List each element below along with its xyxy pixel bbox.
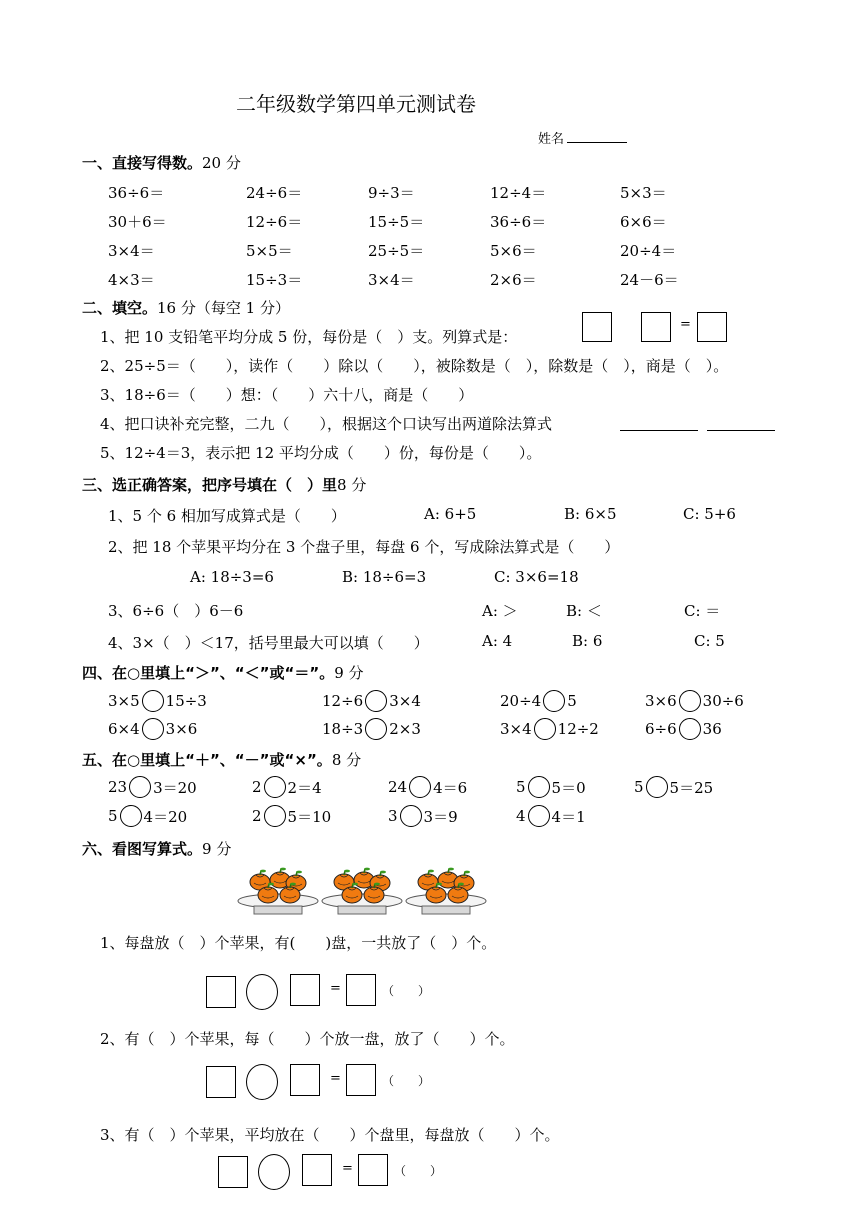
s4-compare-item	[108, 690, 207, 712]
s5-right-expr: 4＝1	[551, 807, 586, 826]
s4-compare-item	[645, 718, 722, 740]
s4-right-expr: 5	[567, 692, 577, 710]
s5-answer-circle[interactable]	[129, 776, 151, 798]
s5-answer-circle[interactable]	[264, 805, 286, 827]
s5-left-number: 5	[634, 778, 644, 796]
s4-compare-item	[645, 690, 744, 712]
s5-answer-circle[interactable]	[409, 776, 431, 798]
s3-q1: 1、5 个 6 相加写成算式是（ ）	[108, 507, 346, 525]
s6-equals-sign: =	[330, 981, 341, 996]
s5-right-expr: 5＝25	[669, 778, 714, 797]
page-title: 二年级数学第四单元测试卷	[236, 92, 476, 116]
s4-left-expr: 18÷3	[322, 720, 364, 738]
s5-operator-item	[388, 776, 467, 798]
s4-compare-item	[108, 718, 197, 740]
s1-problem: 3×4＝	[108, 242, 155, 260]
s2-q4-blank-1[interactable]	[620, 413, 698, 431]
s6-result-box[interactable]	[346, 974, 376, 1006]
s2-q1-answer-box-1[interactable]	[582, 312, 612, 342]
s6-equals-sign: =	[342, 1161, 353, 1176]
s4-right-expr: 3×6	[165, 720, 198, 738]
s6-operand-box-2[interactable]	[302, 1154, 332, 1186]
s4-right-expr: 15÷3	[165, 692, 207, 710]
s5-left-number: 2	[252, 778, 262, 796]
s6-operand-box-1[interactable]	[218, 1156, 248, 1188]
s6-operand-box-2[interactable]	[290, 1064, 320, 1096]
s6-unit-paren[interactable]: （ ）	[394, 1164, 443, 1178]
s3-q3-option-c[interactable]: C: ＝	[684, 602, 721, 620]
section-2-heading: 二、填空。16 分（每空 1 分）	[82, 299, 290, 317]
s4-left-expr: 3×6	[645, 692, 677, 710]
s2-q1-equals: =	[680, 317, 691, 332]
s1-problem: 25÷5＝	[368, 242, 425, 260]
s4-left-expr: 20÷4	[500, 692, 542, 710]
s1-problem: 12÷6＝	[246, 213, 303, 231]
s5-answer-circle[interactable]	[400, 805, 422, 827]
s1-problem: 12÷4＝	[490, 184, 547, 202]
plate-2	[322, 868, 402, 914]
s1-problem: 15÷3＝	[246, 271, 303, 289]
s1-problem: 30＋6＝	[108, 213, 167, 231]
s6-operator-oval[interactable]	[246, 974, 278, 1010]
s1-problem: 9÷3＝	[368, 184, 415, 202]
s6-operand-box-2[interactable]	[290, 974, 320, 1006]
s1-problem: 15÷5＝	[368, 213, 425, 231]
s1-problem: 36÷6＝	[108, 184, 165, 202]
s5-answer-circle[interactable]	[646, 776, 668, 798]
s3-q4-option-a[interactable]: A: 4	[482, 632, 513, 650]
s5-right-expr: 3＝9	[423, 807, 458, 826]
s4-answer-circle[interactable]	[534, 718, 556, 740]
plate-3	[406, 868, 486, 914]
section-4-heading: 四、在○里填上“＞”、“＜”或“＝”。9 分	[82, 664, 364, 682]
s6-unit-paren[interactable]: （ ）	[382, 1074, 431, 1088]
s5-left-number: 2	[252, 807, 262, 825]
s6-operator-oval[interactable]	[246, 1064, 278, 1100]
section-3-heading: 三、选正确答案，把序号填在（ ）里8 分	[82, 476, 367, 494]
s4-right-expr: 3×4	[389, 692, 421, 710]
s3-q3-option-b[interactable]: B: ＜	[566, 602, 602, 620]
s1-problem: 20÷4＝	[620, 242, 677, 260]
s5-operator-item	[108, 776, 197, 798]
s4-left-expr: 3×5	[108, 692, 140, 710]
s5-operator-item	[388, 805, 458, 827]
s2-q5: 5、12÷4＝3，表示把 12 平均分成（ ）份，每份是（ ）。	[100, 444, 542, 462]
s2-q4: 4、把口诀补充完整，二九（ ），根据这个口诀写出两道除法算式	[100, 415, 553, 433]
s4-right-expr: 12÷2	[557, 720, 599, 738]
s3-q4-option-b[interactable]: B: 6	[572, 632, 603, 650]
s2-q1-answer-box-3[interactable]	[697, 312, 727, 342]
s1-problem: 5×5＝	[246, 242, 293, 260]
s2-q4-blank-2[interactable]	[707, 413, 775, 431]
s4-answer-circle[interactable]	[365, 690, 387, 712]
s4-right-expr: 36	[702, 720, 722, 738]
section-1-heading: 一、直接写得数。20 分	[82, 154, 241, 172]
s4-left-expr: 6×4	[108, 720, 140, 738]
s1-problem: 24－6＝	[620, 271, 679, 289]
apple-plates-illustration	[236, 866, 488, 918]
s3-q3: 3、6÷6（ ）6－6	[108, 602, 244, 620]
s6-q2: 2、有（ ）个苹果，每（ ）个放一盘，放了（ ）个。	[100, 1030, 515, 1048]
s5-left-number: 5	[108, 807, 118, 825]
s5-operator-item	[516, 805, 586, 827]
s1-problem: 4×3＝	[108, 271, 155, 289]
s5-right-expr: 4＝20	[143, 807, 188, 826]
s5-left-number: 5	[516, 778, 526, 796]
s3-q2-option-a[interactable]: A: 18÷3=6	[190, 568, 274, 586]
s1-problem: 5×6＝	[490, 242, 537, 260]
s4-answer-circle[interactable]	[142, 690, 164, 712]
s4-left-expr: 12÷6	[322, 692, 364, 710]
s3-q1-option-c[interactable]: C: 5+6	[683, 505, 736, 523]
s4-compare-item	[322, 718, 421, 740]
s4-compare-item	[322, 690, 421, 712]
s2-q1: 1、把 10 支铅笔平均分成 5 份，每份是（ ）支。列算式是：	[100, 328, 518, 346]
s4-answer-circle[interactable]	[679, 690, 701, 712]
s5-left-number: 24	[388, 778, 408, 796]
s4-answer-circle[interactable]	[543, 690, 565, 712]
s3-q2-option-c[interactable]: C: 3×6=18	[494, 568, 579, 586]
s4-answer-circle[interactable]	[365, 718, 387, 740]
s4-left-expr: 3×4	[500, 720, 532, 738]
s6-operand-box-1[interactable]	[206, 1066, 236, 1098]
s3-q4: 4、3×（ ）＜17，括号里最大可以填（ ）	[108, 634, 429, 652]
s5-operator-item	[252, 776, 322, 798]
s3-q2: 2、把 18 个苹果平均分在 3 个盘子里，每盘 6 个，写成除法算式是（ ）	[108, 538, 620, 556]
s6-result-box[interactable]	[346, 1064, 376, 1096]
s6-unit-paren[interactable]: （ ）	[382, 984, 431, 998]
s1-problem: 3×4＝	[368, 271, 415, 289]
s4-compare-item	[500, 690, 577, 712]
s6-equals-sign: =	[330, 1071, 341, 1086]
s3-q3-option-a[interactable]: A: ＞	[482, 602, 518, 620]
s5-left-number: 3	[388, 807, 398, 825]
s5-operator-item	[634, 776, 713, 798]
s2-q1-answer-box-2[interactable]	[641, 312, 671, 342]
s2-q3: 3、18÷6＝（ ）想：（ ）六十八，商是（ ）	[100, 386, 474, 404]
name-blank[interactable]	[567, 128, 627, 143]
s6-result-box[interactable]	[358, 1154, 388, 1186]
s5-operator-item	[108, 805, 187, 827]
s6-q1: 1、每盘放（ ）个苹果，有( )盘，一共放了（ ）个。	[100, 934, 497, 952]
s5-right-expr: 5＝10	[287, 807, 332, 826]
s4-answer-circle[interactable]	[679, 718, 701, 740]
s3-q4-option-c[interactable]: C: 5	[694, 632, 725, 650]
s4-compare-item	[500, 718, 599, 740]
s5-answer-circle[interactable]	[264, 776, 286, 798]
s3-q1-option-a[interactable]: A: 6+5	[424, 505, 477, 523]
s5-operator-item	[252, 805, 331, 827]
s3-q2-option-b[interactable]: B: 18÷6=3	[342, 568, 427, 586]
s2-q2: 2、25÷5＝（ ），读作（ ）除以（ ），被除数是（ ），除数是（ ），商是（ ）。	[100, 357, 729, 375]
s5-answer-circle[interactable]	[528, 805, 550, 827]
section-5-heading: 五、在○里填上“＋”、“－”或“×”。8 分	[82, 751, 362, 769]
s5-right-expr: 3＝20	[153, 778, 197, 797]
s4-right-expr: 30÷6	[702, 692, 744, 710]
plate-1	[238, 868, 318, 914]
s6-operator-oval[interactable]	[258, 1154, 290, 1190]
s1-problem: 5×3＝	[620, 184, 667, 202]
s6-operand-box-1[interactable]	[206, 976, 236, 1008]
s4-answer-circle[interactable]	[142, 718, 164, 740]
s5-answer-circle[interactable]	[120, 805, 142, 827]
s3-q1-option-b[interactable]: B: 6×5	[564, 505, 617, 523]
s1-problem: 24÷6＝	[246, 184, 303, 202]
s1-problem: 6×6＝	[620, 213, 667, 231]
s1-problem: 2×6＝	[490, 271, 537, 289]
s5-right-expr: 5＝0	[551, 778, 586, 797]
s5-right-expr: 4＝6	[433, 778, 468, 797]
s6-q3: 3、有（ ）个苹果，平均放在（ ）个盘里，每盘放（ ）个。	[100, 1126, 560, 1144]
s4-left-expr: 6÷6	[645, 720, 677, 738]
s5-right-expr: 2＝4	[287, 778, 322, 797]
s5-operator-item	[516, 776, 586, 798]
name-label: 姓名	[538, 132, 565, 147]
s1-problem: 36÷6＝	[490, 213, 547, 231]
s5-answer-circle[interactable]	[528, 776, 550, 798]
section-6-heading: 六、看图写算式。9 分	[82, 840, 232, 858]
s5-left-number: 23	[108, 778, 128, 796]
s4-right-expr: 2×3	[389, 720, 421, 738]
s5-left-number: 4	[516, 807, 526, 825]
